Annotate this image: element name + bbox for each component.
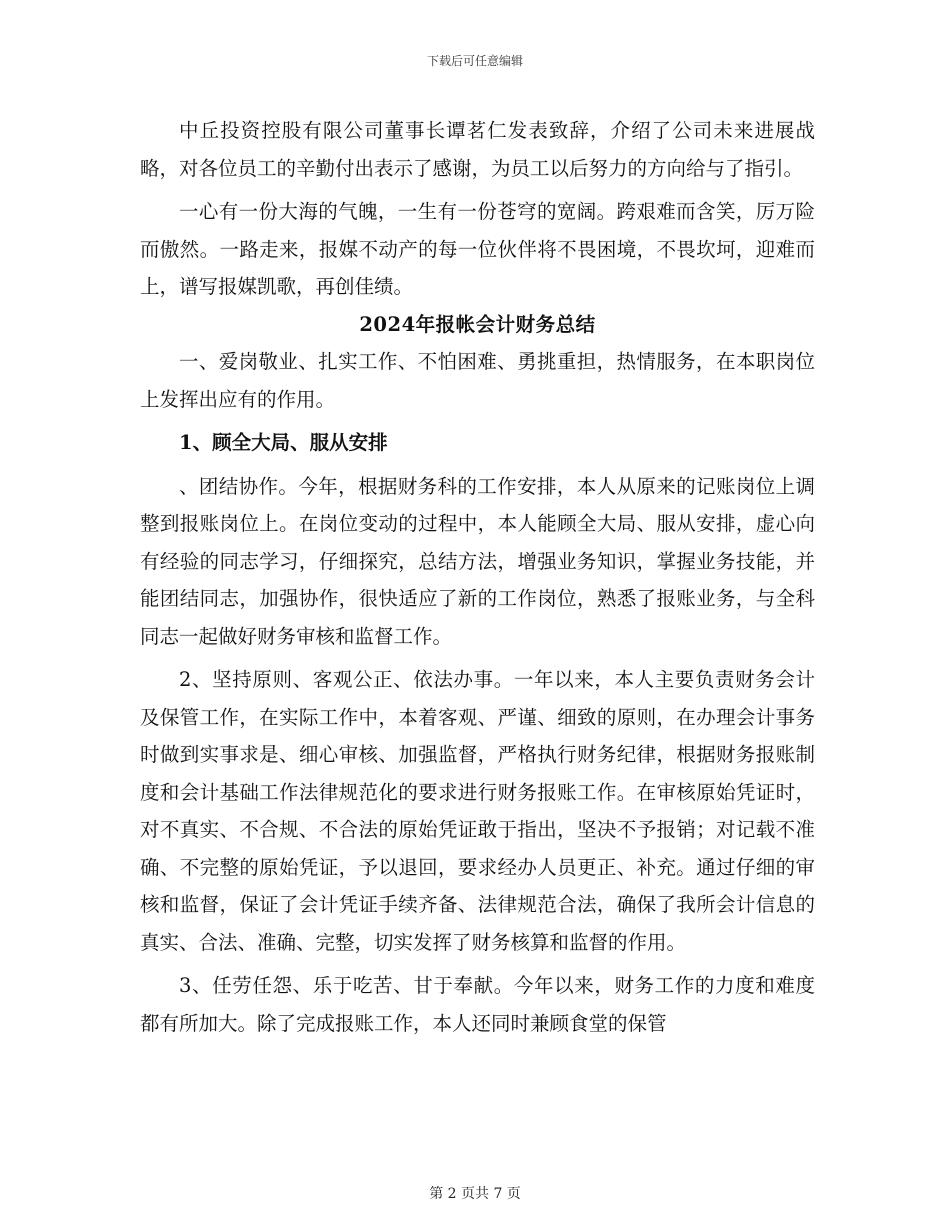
paragraph-closing-remarks: 一心有一份大海的气魄，一生有一份苍穹的宽阔。跨艰难而含笑，厉万险而傲然。一路走来，报媒不动产的每一位伙伴将不畏困境，不畏坎坷，迎难而上，谱写报媒凯歌，再创佳绩。 xyxy=(140,200,815,298)
document-title: 2024年报帐会计财务总结 xyxy=(359,312,596,336)
paragraph-principles: 2、坚持原则、客观公正、依法办事。一年以来，本人主要负责财务会计及保管工作，在实际工作中，本着客观、严谨、细致的原则，在办理会计事务时做到实事求是、细心审核、加强监督，严格执行财务纪律，根据财务报账制度和会计基础工作法律规范化的要求进行财务报账工作。在审核原始凭证时，对不真实、不合规、不合法的原始凭证敢于指出，坚决不予报销；对记载不准确、不完整的原始凭证，予以退回，要求经办人员更正、补充。通过仔细的审核和监督，保证了会计凭证手续齐备、法律规范合法，确保了我所会计信息的真实、合法、准确、完整，切实发挥了财务核算和监督的作用。 xyxy=(140,668,815,954)
subheading-overall-situation: 1、顾全大局、服从安排 xyxy=(179,431,388,454)
document-body xyxy=(140,112,815,1042)
page-header-note: 下载后可任意编辑 xyxy=(426,54,523,68)
paragraph-hard-work: 3、任劳任怨、乐于吃苦、甘于奉献。今年以来，财务工作的力度和难度都有所加大。除了完成报账工作，本人还同时兼顾食堂的保管 xyxy=(140,974,815,1035)
paragraph-section-one: 一、爱岗敬业、扎实工作、不怕困难、勇挑重担，热情服务，在本职岗位上发挥出应有的作用。 xyxy=(140,350,815,411)
paragraph-chairman-speech: 中丘投资控股有限公司董事长谭茗仁发表致辞，介绍了公司未来进展战略，对各位员工的辛勤付出表示了感谢，为员工以后努力的方向给与了指引。 xyxy=(140,119,815,180)
paragraph-teamwork: 、团结协作。今年，根据财务科的工作安排，本人从原来的记账岗位上调整到报账岗位上。在岗位变动的过程中，本人能顾全大局、服从安排，虚心向有经验的同志学习，仔细探究，总结方法，增强业务知识，掌握业务技能，并能团结同志，加强协作，很快适应了新的工作岗位，熟悉了报账业务，与全科同志一起做好财务审核和监督工作。 xyxy=(140,474,815,648)
page-number: 第 2 页共 7 页 xyxy=(429,1186,521,1202)
